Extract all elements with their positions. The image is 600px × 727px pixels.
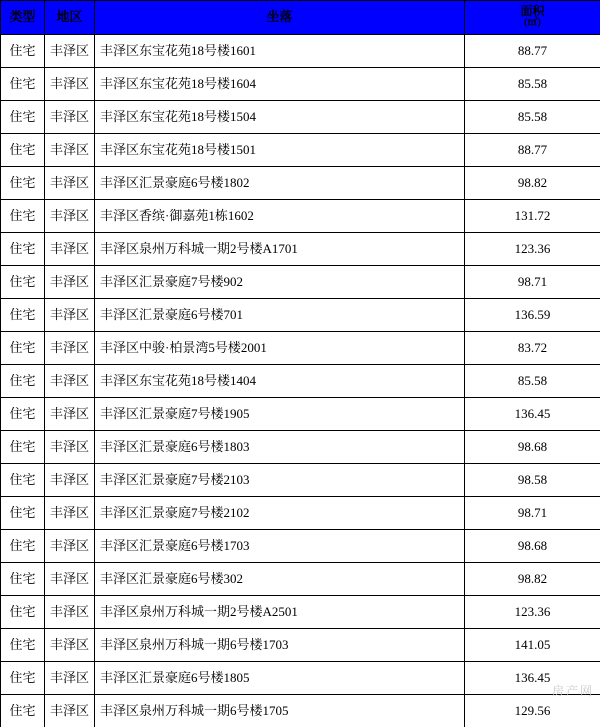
column-header-type: 类型 [1, 1, 45, 35]
cell-area: 丰泽区 [45, 134, 95, 167]
cell-size: 98.71 [465, 497, 600, 530]
cell-area: 丰泽区 [45, 695, 95, 727]
cell-type: 住宅 [1, 332, 45, 365]
cell-type: 住宅 [1, 695, 45, 727]
table-row [1, 431, 600, 464]
cell-size: 98.68 [465, 530, 600, 563]
cell-type: 住宅 [1, 398, 45, 431]
cell-area: 丰泽区 [45, 398, 95, 431]
cell-size: 85.58 [465, 365, 600, 398]
column-header-address: 坐落 [95, 1, 465, 35]
table-row [1, 68, 600, 101]
cell-area: 丰泽区 [45, 233, 95, 266]
table-row [1, 365, 600, 398]
cell-type: 住宅 [1, 68, 45, 101]
cell-address: 丰泽区东宝花苑18号楼1504 [95, 101, 465, 134]
cell-size: 88.77 [465, 35, 600, 68]
table-row [1, 167, 600, 200]
cell-area: 丰泽区 [45, 530, 95, 563]
cell-area: 丰泽区 [45, 464, 95, 497]
cell-area: 丰泽区 [45, 629, 95, 662]
cell-size: 98.82 [465, 167, 600, 200]
header-row [1, 1, 600, 35]
cell-area: 丰泽区 [45, 332, 95, 365]
cell-address: 丰泽区泉州万科城一期2号楼A1701 [95, 233, 465, 266]
cell-size: 85.58 [465, 101, 600, 134]
cell-type: 住宅 [1, 101, 45, 134]
cell-area: 丰泽区 [45, 35, 95, 68]
cell-size: 123.36 [465, 233, 600, 266]
cell-area: 丰泽区 [45, 68, 95, 101]
table-row [1, 398, 600, 431]
cell-address: 丰泽区汇景豪庭7号楼2102 [95, 497, 465, 530]
cell-area: 丰泽区 [45, 299, 95, 332]
cell-type: 住宅 [1, 596, 45, 629]
table-row [1, 464, 600, 497]
cell-size: 136.45 [465, 398, 600, 431]
column-header-area: 地区 [45, 1, 95, 35]
cell-address: 丰泽区汇景豪庭6号楼1703 [95, 530, 465, 563]
cell-area: 丰泽区 [45, 200, 95, 233]
table-row [1, 695, 600, 727]
column-header-size-unit: (㎡) [465, 18, 600, 29]
table-row [1, 596, 600, 629]
cell-size: 98.71 [465, 266, 600, 299]
table-row [1, 233, 600, 266]
cell-size: 85.58 [465, 68, 600, 101]
cell-area: 丰泽区 [45, 563, 95, 596]
cell-address: 丰泽区汇景豪庭6号楼701 [95, 299, 465, 332]
table-header [1, 1, 600, 35]
cell-address: 丰泽区汇景豪庭7号楼2103 [95, 464, 465, 497]
table-row [1, 563, 600, 596]
cell-address: 丰泽区汇景豪庭6号楼1805 [95, 662, 465, 695]
cell-type: 住宅 [1, 497, 45, 530]
cell-type: 住宅 [1, 662, 45, 695]
cell-type: 住宅 [1, 167, 45, 200]
cell-size: 136.59 [465, 299, 600, 332]
cell-area: 丰泽区 [45, 662, 95, 695]
cell-size: 141.05 [465, 629, 600, 662]
cell-type: 住宅 [1, 299, 45, 332]
table-row [1, 497, 600, 530]
cell-address: 丰泽区汇景豪庭6号楼1802 [95, 167, 465, 200]
cell-area: 丰泽区 [45, 167, 95, 200]
cell-type: 住宅 [1, 134, 45, 167]
cell-address: 丰泽区中骏·柏景湾5号楼2001 [95, 332, 465, 365]
cell-size: 88.77 [465, 134, 600, 167]
cell-type: 住宅 [1, 464, 45, 497]
column-header-size [465, 1, 600, 35]
table-body [1, 35, 600, 727]
table-row [1, 530, 600, 563]
cell-type: 住宅 [1, 629, 45, 662]
table-row [1, 299, 600, 332]
cell-address: 丰泽区香缤·御嘉苑1栋1602 [95, 200, 465, 233]
cell-size: 123.36 [465, 596, 600, 629]
cell-address: 丰泽区泉州万科城一期6号楼1703 [95, 629, 465, 662]
cell-address: 丰泽区汇景豪庭6号楼302 [95, 563, 465, 596]
table-row [1, 200, 600, 233]
cell-address: 丰泽区泉州万科城一期6号楼1705 [95, 695, 465, 727]
cell-area: 丰泽区 [45, 365, 95, 398]
cell-area: 丰泽区 [45, 596, 95, 629]
cell-type: 住宅 [1, 35, 45, 68]
cell-type: 住宅 [1, 431, 45, 464]
cell-size: 131.72 [465, 200, 600, 233]
cell-address: 丰泽区汇景豪庭7号楼902 [95, 266, 465, 299]
table-row [1, 332, 600, 365]
cell-size: 129.56 [465, 695, 600, 727]
cell-address: 丰泽区东宝花苑18号楼1601 [95, 35, 465, 68]
cell-address: 丰泽区汇景豪庭6号楼1803 [95, 431, 465, 464]
cell-type: 住宅 [1, 233, 45, 266]
cell-size: 98.58 [465, 464, 600, 497]
cell-type: 住宅 [1, 563, 45, 596]
table-row [1, 662, 600, 695]
cell-size: 98.68 [465, 431, 600, 464]
cell-size: 136.45 [465, 662, 600, 695]
column-header-size-label: 面积 [520, 4, 544, 18]
table-row [1, 629, 600, 662]
cell-area: 丰泽区 [45, 101, 95, 134]
cell-size: 98.82 [465, 563, 600, 596]
table-row [1, 134, 600, 167]
cell-address: 丰泽区东宝花苑18号楼1501 [95, 134, 465, 167]
cell-address: 丰泽区东宝花苑18号楼1604 [95, 68, 465, 101]
cell-address: 丰泽区泉州万科城一期2号楼A2501 [95, 596, 465, 629]
table-row [1, 266, 600, 299]
cell-type: 住宅 [1, 266, 45, 299]
cell-type: 住宅 [1, 200, 45, 233]
cell-type: 住宅 [1, 365, 45, 398]
cell-address: 丰泽区汇景豪庭7号楼1905 [95, 398, 465, 431]
cell-area: 丰泽区 [45, 431, 95, 464]
cell-address: 丰泽区东宝花苑18号楼1404 [95, 365, 465, 398]
table-row [1, 35, 600, 68]
table-row [1, 101, 600, 134]
watermark: 房产网 [552, 682, 594, 699]
cell-type: 住宅 [1, 530, 45, 563]
cell-area: 丰泽区 [45, 497, 95, 530]
cell-area: 丰泽区 [45, 266, 95, 299]
cell-size: 83.72 [465, 332, 600, 365]
